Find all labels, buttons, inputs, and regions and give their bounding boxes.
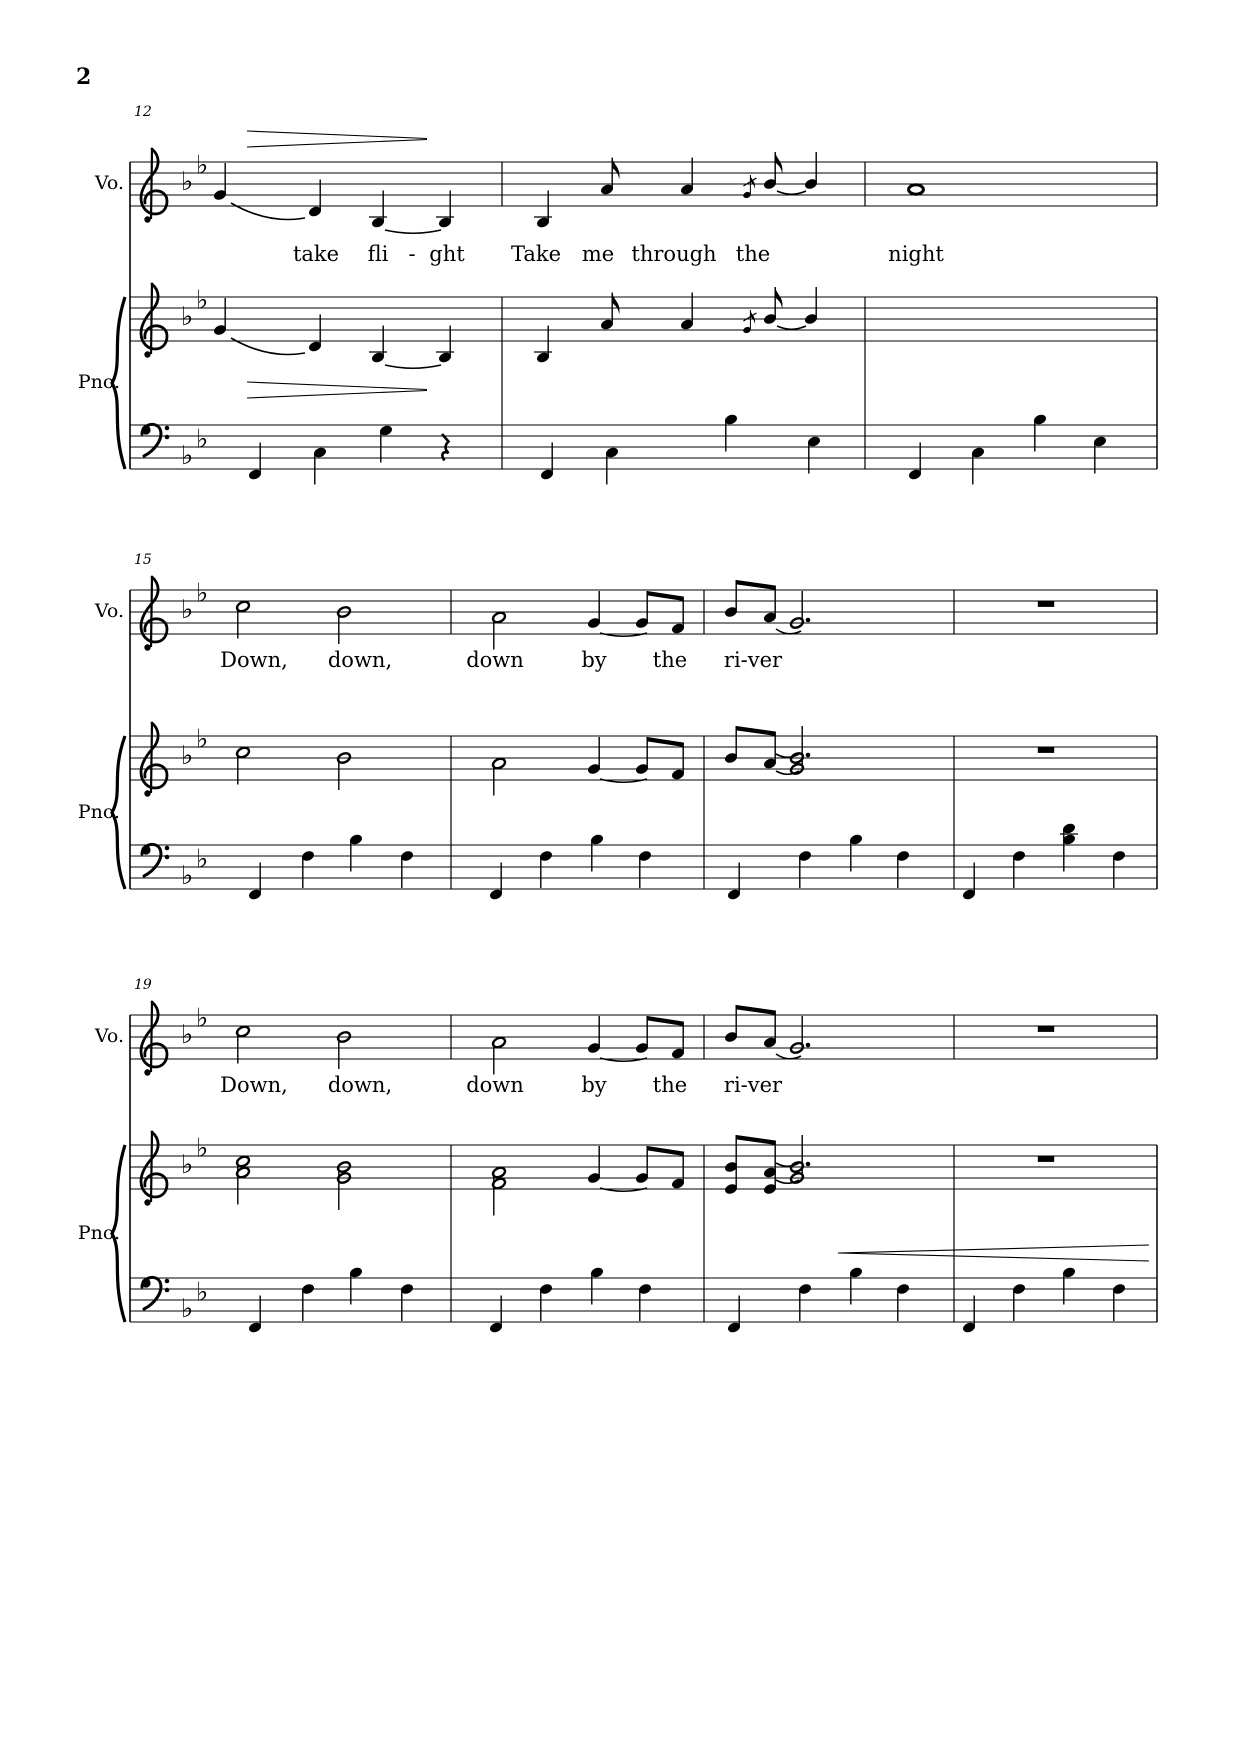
- note: [804, 287, 819, 325]
- treble-clef-curve: [141, 1132, 167, 1197]
- beam: [647, 591, 683, 601]
- note: [235, 1025, 250, 1064]
- instrument-label-piano: Pno.: [77, 371, 120, 393]
- note: [534, 191, 552, 229]
- note: [248, 863, 263, 901]
- treble-clef-stem: [151, 577, 152, 647]
- note: [600, 158, 620, 196]
- note: [635, 1146, 650, 1184]
- note: [763, 1141, 778, 1196]
- lyric-syllable: Down,: [220, 648, 288, 672]
- flat-sign: ♭: [181, 861, 194, 891]
- treble-clef-stem: [151, 284, 152, 354]
- line: [247, 131, 427, 139]
- lyric-syllable: down,: [327, 648, 393, 672]
- note: [436, 326, 454, 364]
- bass-clef-curve: [142, 844, 161, 876]
- flat-sign: ♭: [196, 1133, 209, 1164]
- treble-clef-curve: [141, 723, 167, 788]
- treble-clef-blob: [144, 1199, 150, 1205]
- note: [248, 1296, 263, 1334]
- treble-clef-icon: [141, 1002, 167, 1076]
- line: [838, 1245, 1149, 1253]
- bass-clef-dot: [165, 1288, 170, 1293]
- lyric-syllable: the: [652, 648, 688, 672]
- bass-clef-dot: [165, 855, 170, 860]
- note: [489, 1296, 504, 1334]
- note: [671, 1152, 686, 1190]
- slur: [776, 1054, 801, 1059]
- beam: [647, 1146, 683, 1156]
- note: [587, 737, 602, 775]
- note: [724, 726, 739, 764]
- note: [849, 833, 864, 871]
- treble-clef-stem: [151, 1002, 152, 1072]
- flat-sign: ♭: [181, 741, 194, 771]
- treble-clef-blob: [144, 216, 150, 222]
- note: [909, 185, 924, 194]
- treble-clef-blob: [144, 351, 150, 357]
- flat-sign: ♭: [181, 1020, 194, 1050]
- note: [763, 287, 783, 325]
- slur: [777, 191, 806, 194]
- note: [680, 158, 695, 196]
- note: [336, 1030, 351, 1069]
- note: [798, 1283, 813, 1321]
- note: [671, 1022, 686, 1060]
- note: [724, 413, 739, 451]
- crescendo-hairpin: [838, 1245, 1149, 1261]
- eighth-flag: [775, 287, 782, 309]
- flat-sign: ♭: [181, 302, 194, 332]
- flat-sign: ♭: [181, 1294, 194, 1324]
- flat-sign: ♭: [196, 1003, 209, 1034]
- flat-sign: ♭: [196, 724, 209, 755]
- note: [369, 191, 387, 229]
- note: [539, 850, 554, 888]
- augmentation-dot: [806, 618, 811, 623]
- note: [379, 424, 394, 462]
- note: [962, 1296, 977, 1334]
- eighth-flag: [750, 310, 755, 324]
- flat-sign: ♭: [181, 167, 194, 197]
- treble-clef-curve: [141, 1002, 167, 1067]
- lyric-syllable: through: [631, 242, 717, 266]
- eighth-flag: [612, 158, 619, 180]
- beam: [736, 1135, 775, 1145]
- lyric-syllable: take: [292, 242, 340, 266]
- note: [789, 1135, 810, 1185]
- bass-clef-curve: [142, 1277, 161, 1309]
- line: [838, 1253, 1149, 1261]
- system-12: [112, 131, 1157, 485]
- note: [1033, 413, 1048, 451]
- augmentation-dot: [806, 1043, 811, 1048]
- note: [336, 605, 351, 644]
- note: [638, 850, 653, 888]
- note: [1060, 822, 1078, 871]
- note: [671, 597, 686, 635]
- note: [896, 850, 911, 888]
- beam: [736, 1005, 775, 1015]
- note: [635, 1016, 650, 1054]
- flat-sign: ♭: [181, 441, 194, 471]
- lyric-syllable: by: [581, 1073, 607, 1097]
- beam: [647, 1016, 683, 1026]
- treble-clef-blob: [144, 1069, 150, 1075]
- lyric-syllable: down,: [327, 1073, 393, 1097]
- eighth-flag: [750, 175, 755, 189]
- treble-clef-curve: [141, 577, 167, 642]
- instrument-label-piano: Pno.: [77, 1221, 120, 1244]
- treble-clef-icon: [141, 1132, 167, 1206]
- measure-number: 12: [134, 104, 152, 120]
- treble-clef-icon: [141, 284, 167, 358]
- note: [638, 1283, 653, 1321]
- bass-clef-curve: [142, 424, 161, 456]
- flat-sign: ♭: [196, 285, 209, 316]
- note: [724, 1005, 739, 1043]
- lyric-syllable: the: [652, 1073, 688, 1097]
- eighth-flag: [775, 152, 782, 174]
- note: [534, 326, 552, 364]
- eighth-flag: [612, 293, 619, 315]
- note: [235, 1155, 250, 1205]
- flat-sign: ♭: [196, 424, 209, 455]
- instrument-label-vocal: Vo.: [94, 1025, 124, 1047]
- lyric-syllable: Take: [510, 242, 562, 266]
- note: [789, 1016, 810, 1055]
- note: [491, 1036, 506, 1075]
- note: [400, 1283, 415, 1321]
- note: [671, 743, 686, 781]
- note: [1012, 850, 1027, 888]
- note: [763, 1011, 778, 1049]
- note: [540, 443, 555, 481]
- bass-clef-dot: [165, 846, 170, 851]
- beam: [736, 726, 775, 736]
- note: [349, 833, 364, 871]
- slur: [777, 326, 806, 329]
- measure-number: 15: [134, 552, 152, 568]
- note: [308, 180, 323, 218]
- bass-clef-icon: [141, 424, 169, 456]
- note: [1112, 1283, 1127, 1321]
- note: [635, 737, 650, 775]
- augmentation-dot: [806, 1162, 811, 1167]
- flat-sign: ♭: [196, 150, 209, 181]
- measure-number: 19: [134, 977, 152, 993]
- flat-sign: ♭: [181, 595, 194, 625]
- whole-rest: [1038, 748, 1054, 753]
- bass-clef-icon: [141, 1277, 169, 1309]
- note: [680, 293, 695, 331]
- slur: [776, 629, 801, 634]
- note: [313, 446, 328, 484]
- treble-clef-stem: [151, 723, 152, 793]
- note: [962, 863, 977, 901]
- note: [235, 746, 250, 785]
- lyric-syllable: down: [466, 648, 524, 672]
- instrument-label-vocal: Vo.: [94, 172, 124, 194]
- bass-clef-dot: [165, 435, 170, 440]
- bass-clef-dot: [165, 1279, 170, 1284]
- note: [491, 611, 506, 650]
- treble-clef-curve: [141, 284, 167, 349]
- system-19: [112, 1002, 1157, 1334]
- decrescendo-hairpin: [247, 131, 427, 147]
- lyric-syllable: fli: [367, 242, 389, 266]
- instrument-label-vocal: Vo.: [94, 600, 124, 622]
- note: [301, 1283, 316, 1321]
- slur: [385, 230, 441, 233]
- treble-clef-icon: [141, 577, 167, 651]
- note: [491, 757, 506, 796]
- line: [247, 382, 427, 390]
- treble-clef-stem: [151, 1132, 152, 1202]
- treble-clef-blob: [144, 790, 150, 796]
- note: [789, 591, 810, 630]
- note: [789, 726, 810, 776]
- note: [971, 446, 986, 484]
- note: [1012, 1283, 1027, 1321]
- lyric-syllable: night: [888, 242, 944, 266]
- treble-clef-icon: [141, 723, 167, 797]
- note: [213, 298, 228, 336]
- decrescendo-hairpin: [247, 382, 427, 398]
- note: [896, 1283, 911, 1321]
- whole-notehead: [909, 185, 924, 194]
- note: [724, 580, 739, 618]
- note: [587, 1016, 602, 1054]
- flat-sign: ♭: [196, 578, 209, 609]
- note: [727, 863, 742, 901]
- lyric-syllable: ght: [429, 242, 465, 266]
- line: [247, 140, 427, 148]
- note: [605, 446, 620, 484]
- note: [336, 1160, 351, 1210]
- beam: [647, 737, 683, 747]
- flat-sign: ♭: [196, 1277, 209, 1308]
- note: [590, 1266, 605, 1304]
- lyric-syllable: by: [581, 648, 607, 672]
- note: [908, 443, 923, 481]
- beam: [736, 580, 775, 590]
- bass-clef-icon: [141, 844, 169, 876]
- treble-clef-icon: [141, 149, 167, 223]
- whole-rest: [1038, 1027, 1054, 1032]
- note: [590, 833, 605, 871]
- note: [235, 600, 250, 639]
- note: [1062, 1266, 1077, 1304]
- note: [369, 326, 387, 364]
- lyric-syllable: down: [466, 1073, 524, 1097]
- note: [763, 152, 783, 190]
- note: [248, 443, 263, 481]
- note: [491, 1166, 506, 1216]
- note: [539, 1283, 554, 1321]
- note: [400, 850, 415, 888]
- note: [1093, 435, 1108, 473]
- treble-clef-stem: [151, 149, 152, 219]
- note: [587, 591, 602, 629]
- note: [763, 732, 778, 770]
- whole-rest: [1038, 1157, 1054, 1162]
- flat-sign: ♭: [181, 1150, 194, 1180]
- note: [724, 1135, 739, 1195]
- line: [247, 391, 427, 399]
- note: [301, 850, 316, 888]
- lyric-syllable: -: [408, 242, 416, 266]
- lyric-syllable: ri-ver: [723, 648, 783, 672]
- note: [798, 850, 813, 888]
- system-15: [112, 577, 1157, 901]
- note: [849, 1266, 864, 1304]
- treble-clef-curve: [141, 149, 167, 214]
- augmentation-dot: [806, 753, 811, 758]
- note: [804, 152, 819, 190]
- note: [336, 751, 351, 790]
- treble-clef-blob: [144, 644, 150, 650]
- whole-rest: [1038, 602, 1054, 607]
- note: [1112, 850, 1127, 888]
- lyric-syllable: me: [581, 242, 615, 266]
- note: [600, 293, 620, 331]
- flat-sign: ♭: [196, 844, 209, 875]
- note: [489, 863, 504, 901]
- slur: [385, 365, 441, 368]
- note: [213, 163, 228, 201]
- lyric-syllable: ri-ver: [723, 1073, 783, 1097]
- page-number: 2: [76, 64, 92, 90]
- bass-clef-dot: [165, 426, 170, 431]
- lyric-syllable: the: [735, 242, 771, 266]
- note: [308, 315, 323, 353]
- note: [727, 1296, 742, 1334]
- lyric-syllable: Down,: [220, 1073, 288, 1097]
- note: [763, 586, 778, 624]
- note: [635, 591, 650, 629]
- instrument-label-piano: Pno.: [77, 800, 120, 823]
- note: [587, 1146, 602, 1184]
- note: [349, 1266, 364, 1304]
- note: [807, 435, 822, 473]
- note: [436, 191, 454, 229]
